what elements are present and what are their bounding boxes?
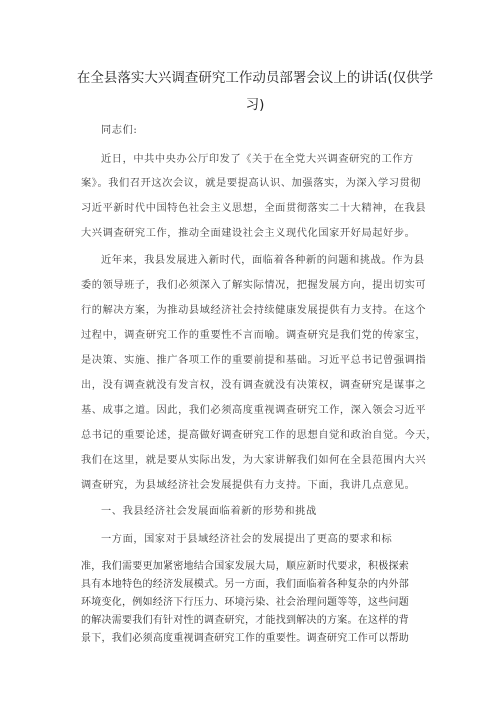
paragraph-line: 的解决需要我们有针对性的调查研究，才能找到解决的方案。在这样的背 xyxy=(81,615,409,626)
paragraph-line: 景下，我们必须高度重视调查研究工作的重要性。调查研究工作可以帮助 xyxy=(81,633,409,644)
section-heading: 一、我县经济社会发展面临着新的形势和挑战 xyxy=(101,506,317,517)
paragraph-line: 行的解决方案，为推动县域经济社会持续健康发展提供有力支持。在这个 xyxy=(81,305,427,316)
paragraph-line: 一方面，国家对于县域经济社会的发展提出了更高的要求和标 xyxy=(101,534,393,545)
paragraph-line: 习近平新时代中国特色社会主义思想，全面贯彻落实二十大精神，在我县 xyxy=(81,203,427,214)
paragraph-line: 我们在这里，就是要从实际出发，为大家讲解我们如何在全县范围内大兴 xyxy=(81,455,427,466)
paragraph-line: 过程中，调查研究工作的重要性不言而喻。调查研究是我们党的传家宝， xyxy=(81,330,427,341)
paragraph-line: 出，没有调查就没有发言权，没有调查就没有决策权，调查研究是谋事之 xyxy=(81,380,427,391)
paragraph-line: 委的领导班子，我们必须深入了解实际情况，把握发展方向，提出切实可 xyxy=(81,280,427,291)
greeting: 同志们: xyxy=(101,125,138,136)
paragraph-line: 环境变化，例如经济下行压力、环境污染、社会治理问题等等，这些问题 xyxy=(81,597,409,608)
paragraph-line: 调查研究，为县域经济社会发展提供有力支持。下面，我讲几点意见。 xyxy=(81,480,416,491)
paragraph-line: 具有本地特色的经济发展模式。另一方面，我们面临着各种复杂的内外部 xyxy=(81,579,409,590)
document-title-line-2: 习) xyxy=(245,97,265,113)
paragraph-line: 基、成事之道。因此，我们必须高度重视调查研究工作，深入领会习近平 xyxy=(81,405,427,416)
paragraph-line: 近日，中共中央办公厅印发了《关于在全党大兴调查研究的工作方 xyxy=(101,154,414,165)
paragraph-line: 近年来，我县发展进入新时代，面临着各种新的问题和挑战。作为县 xyxy=(101,255,425,266)
paragraph-line: 是决策、实施、推广各项工作的重要前提和基础。习近平总书记曾强调指 xyxy=(81,355,427,366)
paragraph-line: 准，我们需要更加紧密地结合国家发展大局，顺应新时代要求，积极探索 xyxy=(81,561,409,572)
paragraph-line: 案》。我们召开这次会议，就是要提高认识、加强落实，为深入学习贯彻 xyxy=(81,178,422,189)
paragraph-line: 总书记的重要论述，提高做好调查研究工作的思想自觉和政治自觉。今天， xyxy=(81,430,437,441)
document-title-line-1: 在全县落实大兴调查研究工作动员部署会议上的讲话(仅供学 xyxy=(76,70,434,86)
paragraph-line: 大兴调查研究工作，推动全面建设社会主义现代化国家开好局起好步。 xyxy=(81,228,416,239)
